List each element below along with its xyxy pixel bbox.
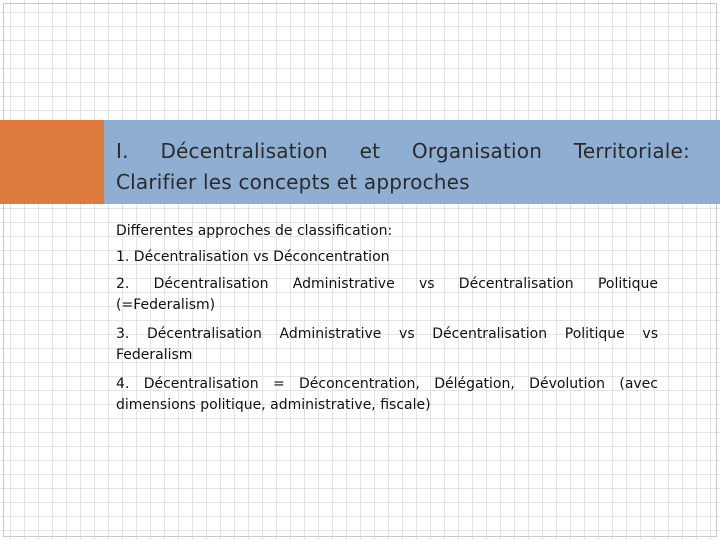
slide-body [116,220,658,416]
title-line-2: Clarifier les concepts et approches [116,170,470,194]
title-word: Territoriale: [573,139,690,163]
title-word: Organisation [411,139,543,163]
title-line-1 [116,136,690,167]
list-item: 3. Décentralisation Administrative vs Décentralisation Politique vs Federalism [116,326,658,363]
slide-title [116,136,690,198]
list-item: 1. Décentralisation vs Déconcentration [116,249,390,265]
list-item: 2. Décentralisation Administrative vs Décentralisation Politique (=Federalism) [116,276,658,313]
title-word: Décentralisation [160,139,328,163]
list-item: 4. Décentralisation = Déconcentration, Délégation, Dévolution (avec dimensions politique, administrative, fiscale) [116,376,658,413]
accent-block [0,120,104,204]
title-word: I. [116,139,129,163]
body-heading: Differentes approches de classification: [116,223,393,239]
title-word: et [359,139,381,163]
